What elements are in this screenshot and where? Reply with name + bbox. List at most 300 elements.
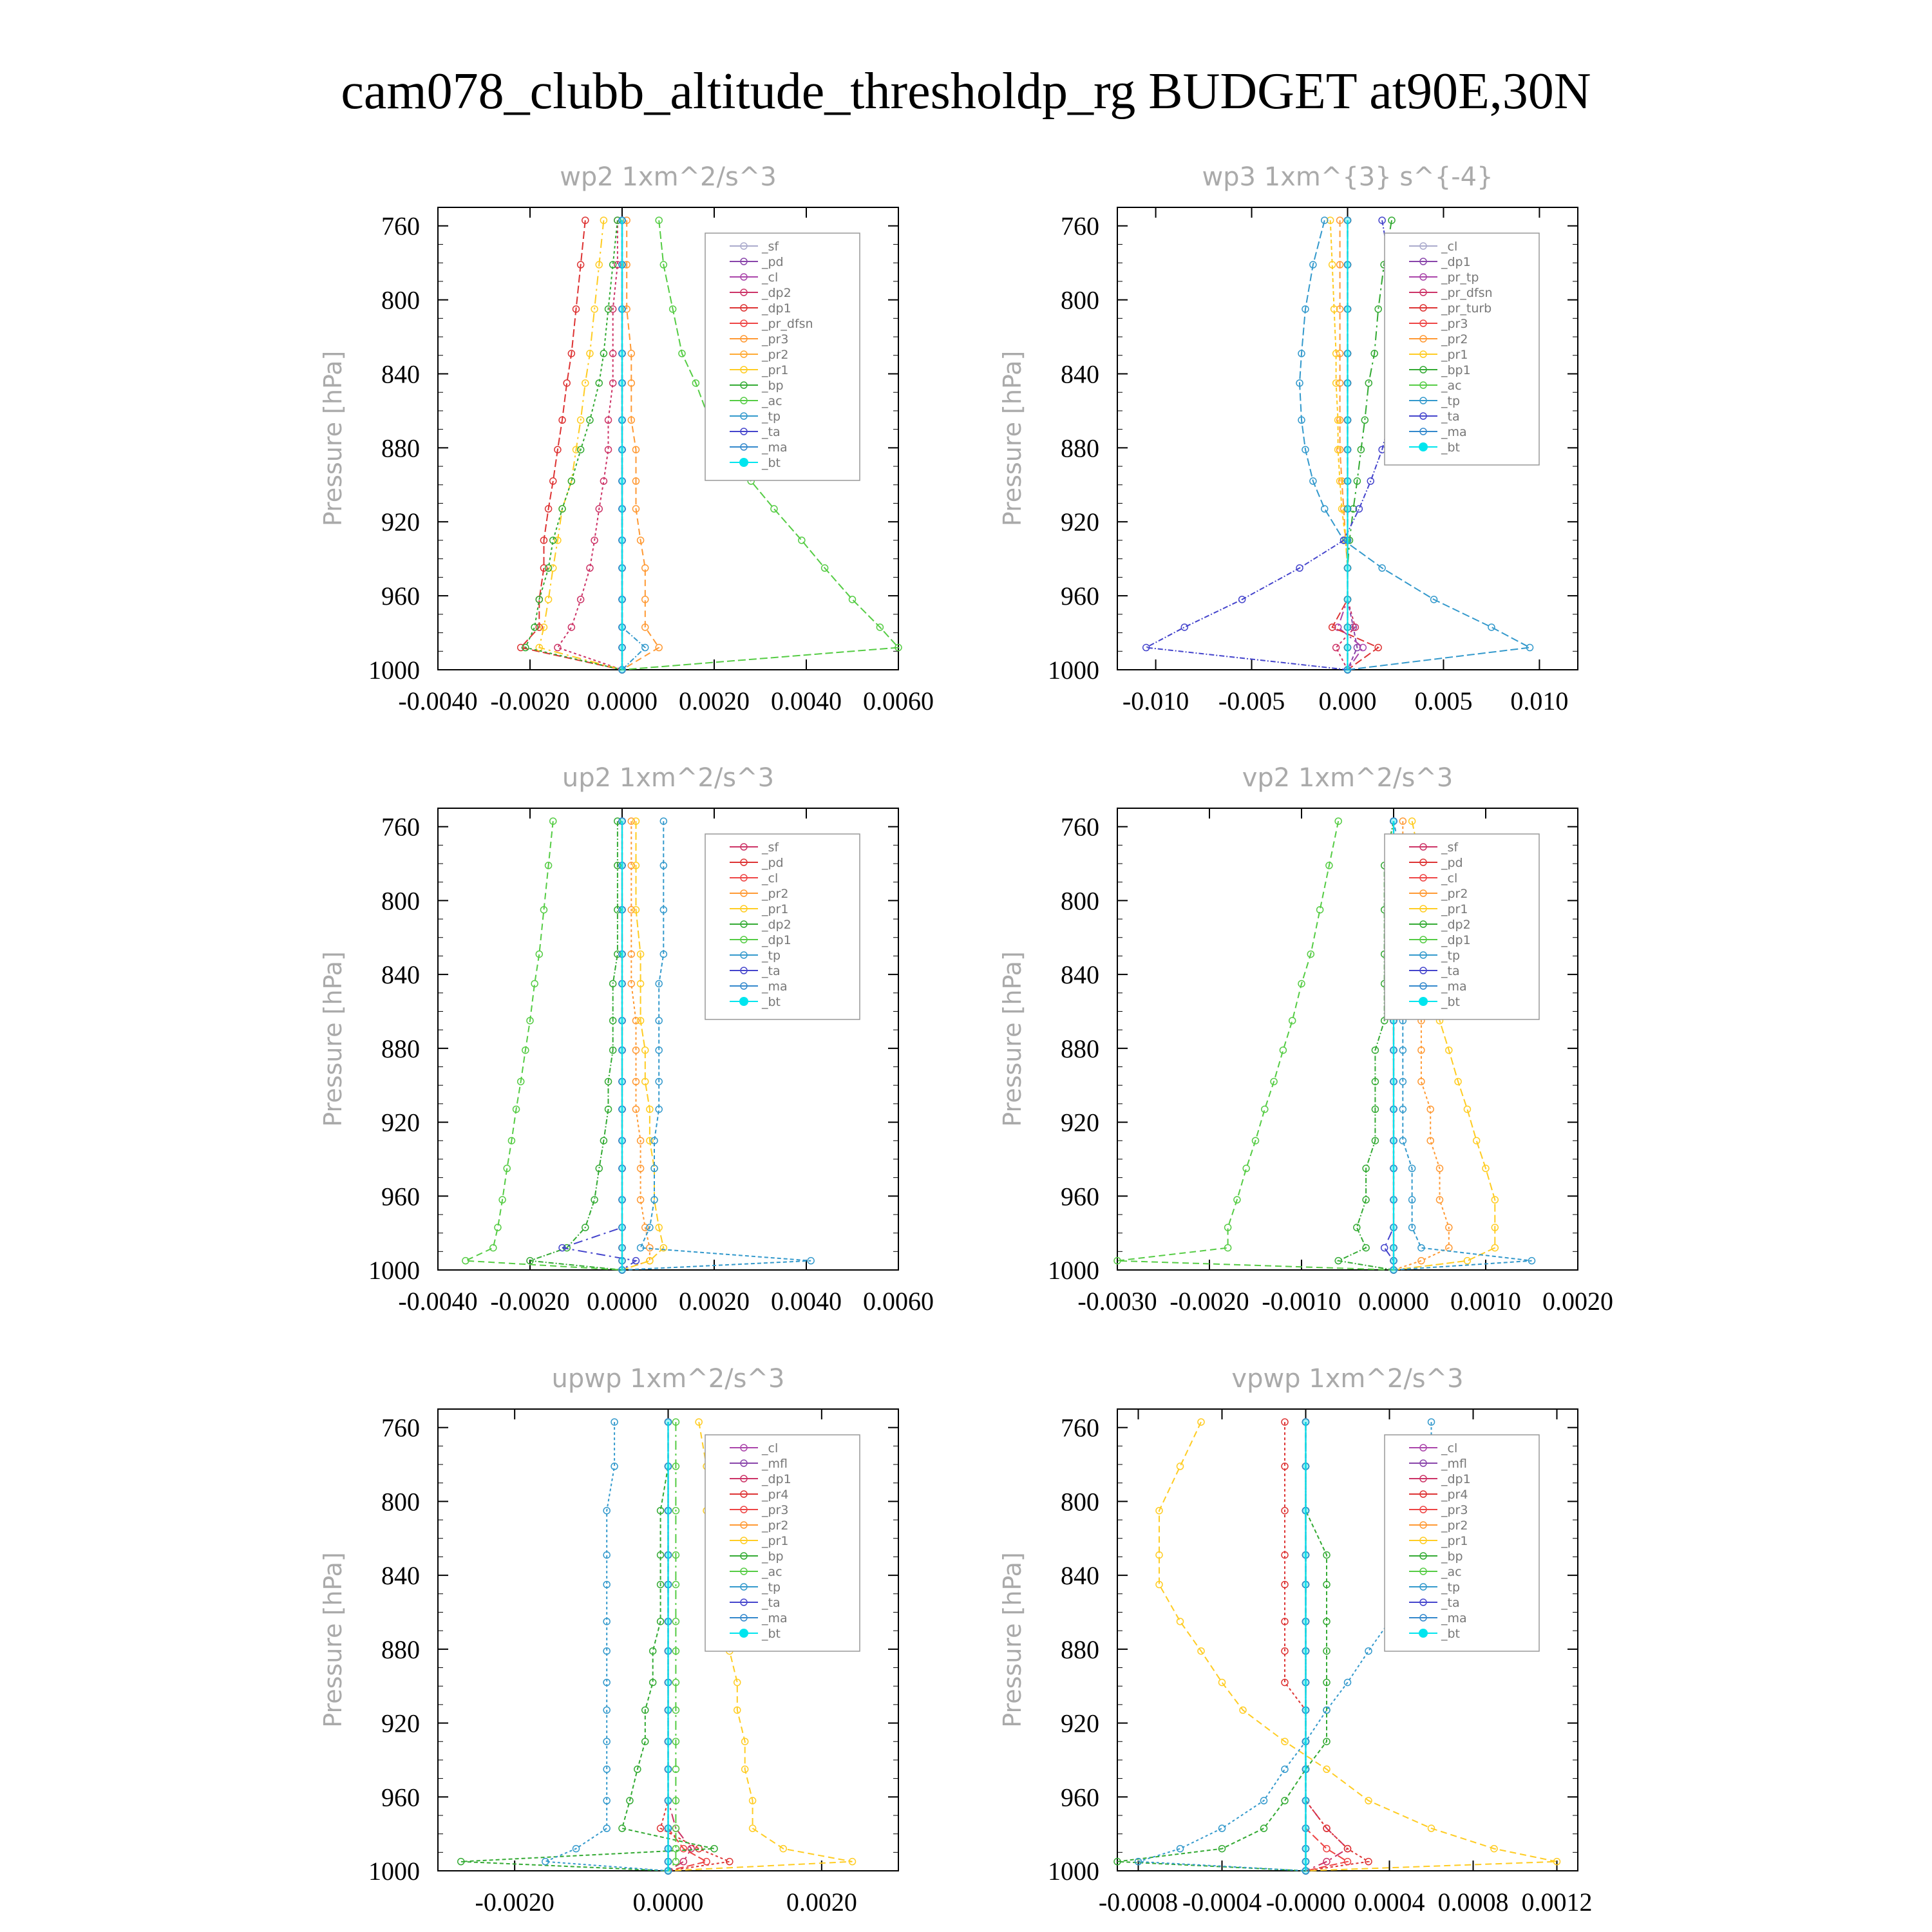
data-point-ac <box>771 506 777 512</box>
y-tick-label: 840 <box>1061 960 1099 990</box>
legend-label: _dp2 <box>1441 918 1471 932</box>
y-tick-label: 760 <box>381 1413 420 1443</box>
data-point-bt <box>1303 1463 1309 1470</box>
y-axis-label: Pressure [hPa] <box>998 350 1027 527</box>
series-line-pr_tp <box>1338 220 1363 670</box>
data-point-bt <box>619 667 625 673</box>
data-point-dp1 <box>680 1859 687 1865</box>
figure-title: cam078_clubb_altitude_thresholdp_rg BUDGET at90E,30N <box>341 63 1591 120</box>
legend-label: _pd <box>1441 856 1463 870</box>
x-tick-label: 0.0040 <box>771 1287 842 1316</box>
y-tick-label: 960 <box>381 582 420 611</box>
data-point-tp <box>1365 1648 1372 1654</box>
legend-label: _pr1 <box>762 1534 789 1548</box>
chart-panel-2 <box>998 162 1578 715</box>
y-tick-label: 800 <box>381 1487 420 1517</box>
data-point-bt <box>1303 1618 1309 1625</box>
x-tick-label: -0.0020 <box>490 1287 570 1316</box>
x-tick-label: 0.0020 <box>679 1287 750 1316</box>
data-point-bt <box>1345 478 1351 484</box>
data-point-bt <box>619 217 625 223</box>
y-tick-label: 1000 <box>368 656 420 685</box>
data-point-bt <box>1303 1419 1309 1425</box>
y-tick-label: 760 <box>381 812 420 842</box>
data-point-pr1 <box>1219 1679 1226 1685</box>
legend-label: _pr1 <box>762 363 789 377</box>
data-point-bt <box>665 1707 672 1713</box>
y-tick-label: 800 <box>1061 1487 1099 1517</box>
y-tick-label: 1000 <box>1048 1857 1099 1886</box>
x-tick-label: -0.0008 <box>1098 1888 1179 1917</box>
data-point-bt <box>619 1245 625 1251</box>
data-point-bt <box>1345 596 1351 603</box>
y-tick-label: 1000 <box>368 1857 420 1886</box>
series-line-bp <box>1117 1422 1327 1871</box>
y-tick-label: 880 <box>1061 1034 1099 1063</box>
legend-label: _tp <box>762 1580 781 1595</box>
data-point-bt <box>1390 1047 1397 1054</box>
legend-label: _mfl <box>762 1457 788 1471</box>
legend-label: _tp <box>762 410 781 424</box>
legend-label: _bp <box>762 379 784 393</box>
data-point-dp2 <box>554 645 561 651</box>
legend-label: _ma <box>762 980 788 994</box>
data-point-bt <box>619 350 625 357</box>
x-tick-label: 0.0020 <box>1542 1287 1613 1316</box>
x-tick-label: -0.005 <box>1218 687 1285 715</box>
data-point-bt <box>1390 1258 1397 1264</box>
data-point-bt <box>665 1618 672 1625</box>
data-point-bt <box>665 1463 672 1470</box>
x-tick-label: 0.0060 <box>863 1287 934 1316</box>
data-point-dp2 <box>1354 1224 1360 1231</box>
data-point-bt <box>619 624 625 630</box>
data-point-bt <box>665 1797 672 1804</box>
y-tick-label: 880 <box>1061 433 1099 463</box>
legend-label: _bt <box>762 1627 781 1641</box>
data-point-bt <box>1345 350 1351 357</box>
data-point-bt <box>665 1552 672 1558</box>
data-point-bt <box>1303 1552 1309 1558</box>
data-point-bt <box>1345 537 1351 544</box>
legend-label: _dp1 <box>1441 933 1471 947</box>
legend-label: _pr_dfsn <box>1441 286 1493 300</box>
data-point-bt <box>665 1846 672 1852</box>
legend-label: _pr2 <box>1441 887 1468 901</box>
data-point-bt <box>619 645 625 651</box>
y-tick-label: 960 <box>1061 1182 1099 1211</box>
data-point-ac <box>799 537 805 544</box>
data-point-bt <box>619 1165 625 1171</box>
data-point-pr3 <box>1323 1846 1330 1852</box>
legend-label: _pr2 <box>762 1519 789 1533</box>
data-point-bt <box>665 1581 672 1587</box>
data-point-bt <box>1390 1137 1397 1144</box>
x-tick-label: -0.0030 <box>1077 1287 1157 1316</box>
y-tick-label: 920 <box>381 1108 420 1137</box>
legend-label: _ta <box>762 425 781 439</box>
y-tick-label: 1000 <box>368 1256 420 1285</box>
legend-label: _ma <box>1441 1611 1467 1625</box>
data-point-bt <box>1390 1197 1397 1203</box>
x-tick-label: 0.0000 <box>1358 1287 1429 1316</box>
legend-label: _ma <box>1441 980 1467 994</box>
data-point-bt <box>1345 217 1351 223</box>
y-tick-label: 800 <box>381 285 420 315</box>
legend-label: _ac <box>1441 1565 1462 1579</box>
y-tick-label: 800 <box>381 886 420 916</box>
x-tick-label: 0.000 <box>1318 687 1377 715</box>
legend-label: _tp <box>762 949 781 963</box>
legend-label: _pr2 <box>1441 1519 1468 1533</box>
legend-label: _ma <box>1441 425 1467 439</box>
panel-title: wp3 1xm^{3} s^{-4} <box>1202 162 1493 192</box>
data-point-bt <box>619 907 625 913</box>
chart-panel-4 <box>998 763 1613 1316</box>
x-tick-label: 0.0020 <box>786 1888 857 1917</box>
data-point-bt <box>665 1508 672 1514</box>
data-point-bt <box>1390 818 1397 824</box>
x-tick-label: 0.0040 <box>771 687 842 715</box>
data-point-pr2 <box>1418 1078 1425 1084</box>
panel-title: upwp 1xm^2/s^3 <box>551 1364 785 1394</box>
x-tick-label: -0.0020 <box>490 687 570 715</box>
y-tick-label: 920 <box>1061 1108 1099 1137</box>
legend-label: _ma <box>762 440 788 455</box>
y-tick-label: 920 <box>1061 507 1099 537</box>
x-tick-label: 0.0010 <box>1450 1287 1521 1316</box>
series-line-dp1 <box>1117 821 1394 1270</box>
y-tick-label: 880 <box>381 1634 420 1664</box>
data-point-bt <box>619 818 625 824</box>
legend-label: _pr3 <box>1441 317 1468 331</box>
series-line-ta <box>562 821 636 1270</box>
y-axis-label: Pressure [hPa] <box>319 1552 347 1728</box>
data-point-bt <box>665 1738 672 1745</box>
data-point-bt <box>665 1766 672 1772</box>
legend-marker <box>1419 997 1428 1006</box>
y-tick-label: 760 <box>1061 211 1099 241</box>
data-point-dp1 <box>1289 1018 1296 1024</box>
data-point-ac <box>849 596 856 603</box>
legend-label: _ta <box>762 964 781 978</box>
x-tick-label: 0.0020 <box>679 687 750 715</box>
data-point-bt <box>1390 1267 1397 1273</box>
series-line-dp1 <box>521 220 622 670</box>
data-point-tp <box>1177 1846 1184 1852</box>
data-point-bt <box>619 1224 625 1231</box>
data-point-bt <box>619 1258 625 1264</box>
legend-label: _bp1 <box>1441 363 1471 377</box>
data-point-ta <box>1381 1245 1388 1251</box>
y-axis-label: Pressure [hPa] <box>998 1552 1027 1728</box>
data-point-bt <box>1345 446 1351 453</box>
data-point-ac <box>672 1618 679 1625</box>
data-point-bt <box>1303 1766 1309 1772</box>
legend-marker <box>739 458 748 467</box>
x-tick-label: 0.005 <box>1414 687 1473 715</box>
data-point-bt <box>1345 261 1351 268</box>
data-point-bt <box>1303 1859 1309 1865</box>
data-point-bt <box>1390 1165 1397 1171</box>
data-point-bt <box>619 1137 625 1144</box>
legend-label: _pr2 <box>762 348 789 362</box>
data-point-bt <box>1345 624 1351 630</box>
legend-label: _cl <box>762 1441 779 1455</box>
data-point-bt <box>619 1106 625 1112</box>
data-point-bt <box>619 862 625 869</box>
legend-label: _bt <box>762 995 781 1009</box>
chart-panel-1 <box>319 162 934 715</box>
panel-title: vpwp 1xm^2/s^3 <box>1231 1364 1464 1394</box>
data-point-bt <box>665 1648 672 1654</box>
panel-title: wp2 1xm^2/s^3 <box>560 162 777 192</box>
y-tick-label: 920 <box>1061 1709 1099 1738</box>
data-point-bt <box>619 565 625 571</box>
x-tick-label: -0.0010 <box>1262 1287 1341 1316</box>
series-line-dp2 <box>558 220 622 670</box>
data-point-pr1 <box>1177 1463 1184 1470</box>
data-point-bt <box>619 1197 625 1203</box>
legend-label: _pr3 <box>762 1503 789 1517</box>
data-point-bt <box>1345 506 1351 512</box>
data-point-bt <box>1345 645 1351 651</box>
data-point-bp1 <box>1375 306 1381 312</box>
data-point-bt <box>665 1679 672 1685</box>
data-point-bt <box>619 1078 625 1084</box>
y-tick-label: 760 <box>1061 1413 1099 1443</box>
y-tick-label: 760 <box>381 211 420 241</box>
y-tick-label: 920 <box>381 1709 420 1738</box>
series-line-ta <box>1146 220 1396 670</box>
x-tick-label: 0.0000 <box>587 1287 658 1316</box>
y-tick-label: 840 <box>1061 1561 1099 1591</box>
data-point-bt <box>1303 1648 1309 1654</box>
x-tick-label: 0.0000 <box>632 1888 704 1917</box>
data-point-bt <box>1345 565 1351 571</box>
data-point-bt <box>619 1018 625 1024</box>
legend-label: _cl <box>1441 1441 1458 1455</box>
series-line-dp2 <box>530 821 622 1270</box>
legend-label: _cl <box>1441 871 1458 886</box>
x-tick-label: -0.0000 <box>1265 1888 1346 1917</box>
legend-label: _bt <box>762 456 781 470</box>
data-point-bt <box>665 1868 672 1874</box>
legend-label: _pr_turb <box>1441 301 1492 316</box>
data-point-bt <box>1303 1707 1309 1713</box>
legend-label: _pd <box>762 856 784 870</box>
series-line-pr_turb <box>1332 220 1379 670</box>
data-point-bt <box>665 1419 672 1425</box>
data-point-bt <box>1303 1679 1309 1685</box>
data-point-bt <box>1345 306 1351 312</box>
legend-label: _pr2 <box>1441 332 1468 346</box>
data-point-bt <box>619 596 625 603</box>
legend-label: _pr1 <box>1441 1534 1468 1548</box>
x-tick-label: -0.010 <box>1122 687 1189 715</box>
data-point-bt <box>619 478 625 484</box>
y-tick-label: 840 <box>381 1561 420 1591</box>
data-point-bt <box>1345 417 1351 423</box>
series-line-dp1 <box>668 1422 692 1871</box>
y-tick-label: 960 <box>1061 1783 1099 1812</box>
data-point-bt <box>1303 1825 1309 1832</box>
data-point-bt <box>1390 1245 1397 1251</box>
legend-label: _dp2 <box>762 918 791 932</box>
x-tick-label: 0.010 <box>1510 687 1569 715</box>
y-axis-label: Pressure [hPa] <box>319 951 347 1127</box>
data-point-tp <box>1321 506 1328 512</box>
y-tick-label: 840 <box>381 359 420 389</box>
legend-label: _sf <box>762 240 779 254</box>
legend-label: _dp1 <box>762 1472 791 1486</box>
legend-label: _sf <box>762 840 779 855</box>
data-point-dp2 <box>568 624 574 630</box>
legend-label: _dp1 <box>762 301 791 316</box>
data-point-bp1 <box>1361 417 1368 423</box>
y-tick-label: 800 <box>1061 886 1099 916</box>
data-point-bt <box>1390 1106 1397 1112</box>
legend-label: _pr2 <box>762 887 789 901</box>
data-point-tp <box>603 1825 610 1832</box>
data-point-ta <box>1181 624 1188 630</box>
legend-label: _dp1 <box>1441 1472 1471 1486</box>
legend-label: _bt <box>1441 1627 1461 1641</box>
y-tick-label: 840 <box>381 960 420 990</box>
y-tick-label: 880 <box>381 1034 420 1063</box>
data-point-bt <box>1390 1078 1397 1084</box>
data-point-pr1 <box>1177 1618 1184 1625</box>
legend-label: _cl <box>762 270 779 285</box>
legend-label: _dp1 <box>1441 255 1471 269</box>
legend-label: _ta <box>762 1596 781 1610</box>
legend-marker <box>739 997 748 1006</box>
data-point-bt <box>619 951 625 958</box>
y-tick-label: 880 <box>1061 1634 1099 1664</box>
legend-marker <box>739 1629 748 1638</box>
legend-label: _pr1 <box>1441 902 1468 916</box>
data-point-bt <box>1303 1738 1309 1745</box>
legend-label: _dp2 <box>762 286 791 300</box>
legend-label: _ac <box>762 394 782 408</box>
y-tick-label: 960 <box>1061 582 1099 611</box>
data-point-bt <box>665 1825 672 1832</box>
x-tick-label: 0.0012 <box>1521 1888 1593 1917</box>
chart-panel-5 <box>319 1364 898 1917</box>
data-point-bt <box>1390 1224 1397 1231</box>
x-tick-label: -0.0020 <box>1170 1287 1249 1316</box>
legend-label: _pr4 <box>762 1488 789 1502</box>
x-tick-label: 0.0060 <box>863 687 934 715</box>
data-point-bt <box>619 261 625 268</box>
x-tick-label: -0.0004 <box>1182 1888 1262 1917</box>
legend-label: _bt <box>1441 995 1461 1009</box>
chart-panel-3 <box>319 763 934 1316</box>
data-point-bt <box>1303 1581 1309 1587</box>
panel-title: vp2 1xm^2/s^3 <box>1242 763 1454 793</box>
y-tick-label: 840 <box>1061 359 1099 389</box>
legend-label: _ma <box>762 1611 788 1625</box>
legend-label: _dp1 <box>762 933 791 947</box>
data-point-bp <box>1261 1825 1267 1832</box>
series-line-pr1 <box>1331 220 1348 670</box>
data-point-pr1 <box>1473 1137 1480 1144</box>
data-point-bt <box>619 1047 625 1054</box>
legend-label: _pr1 <box>1441 348 1468 362</box>
x-tick-label: 0.0008 <box>1437 1888 1509 1917</box>
legend-label: _bp <box>762 1549 784 1564</box>
x-tick-label: -0.0020 <box>475 1888 554 1917</box>
legend-label: _ta <box>1441 964 1460 978</box>
data-point-bt <box>619 380 625 386</box>
legend-label: _ta <box>1441 1596 1460 1610</box>
legend-label: _ac <box>762 1565 782 1579</box>
legend-label: _bt <box>1441 440 1461 455</box>
data-point-tp <box>1282 1766 1288 1772</box>
data-point-tp <box>1219 1825 1226 1832</box>
legend-marker <box>1419 1629 1428 1638</box>
y-tick-label: 920 <box>381 507 420 537</box>
legend-marker <box>1419 442 1428 451</box>
y-tick-label: 1000 <box>1048 1256 1099 1285</box>
panel-title: up2 1xm^2/s^3 <box>562 763 775 793</box>
data-point-bt <box>619 1267 625 1273</box>
data-point-bt <box>619 506 625 512</box>
legend-label: _pr3 <box>1441 1503 1468 1517</box>
data-point-bt <box>619 980 625 987</box>
data-point-bt <box>1345 667 1351 673</box>
legend-label: _pr4 <box>1441 1488 1468 1502</box>
y-axis-label: Pressure [hPa] <box>319 350 347 527</box>
data-point-bt <box>619 537 625 544</box>
series-line-pr3 <box>622 220 659 670</box>
data-point-bt <box>1303 1846 1309 1852</box>
y-tick-label: 880 <box>381 433 420 463</box>
y-axis-label: Pressure [hPa] <box>998 951 1027 1127</box>
x-tick-label: 0.0000 <box>587 687 658 715</box>
y-tick-label: 960 <box>381 1783 420 1812</box>
legend-label: _tp <box>1441 949 1461 963</box>
legend-label: _pr1 <box>762 902 789 916</box>
data-point-pr_dfsn <box>1333 645 1340 651</box>
legend-label: _ta <box>1441 410 1460 424</box>
data-point-bt <box>665 1859 672 1865</box>
legend-label: _sf <box>1441 840 1459 855</box>
series-line-tp <box>622 220 645 670</box>
x-tick-label: -0.0040 <box>398 1287 478 1316</box>
data-point-bt <box>1345 380 1351 386</box>
legend-label: _pr3 <box>762 332 789 346</box>
data-point-bt <box>619 306 625 312</box>
y-tick-label: 760 <box>1061 812 1099 842</box>
legend-label: _tp <box>1441 394 1461 408</box>
series-line-dp1 <box>466 821 622 1270</box>
data-point-pr1 <box>1198 1419 1204 1425</box>
data-point-bt <box>619 446 625 453</box>
legend-label: _tp <box>1441 1580 1461 1595</box>
panels-group <box>319 162 1613 1917</box>
legend-label: _cl <box>1441 240 1458 254</box>
x-tick-label: -0.0040 <box>398 687 478 715</box>
data-point-bt <box>619 417 625 423</box>
legend-label: _bp <box>1441 1549 1463 1564</box>
legend-label: _pd <box>762 255 784 269</box>
chart-panel-6 <box>998 1364 1593 1917</box>
legend-label: _pr_dfsn <box>762 317 813 331</box>
y-tick-label: 1000 <box>1048 656 1099 685</box>
legend-label: _ac <box>1441 379 1462 393</box>
y-tick-label: 960 <box>381 1182 420 1211</box>
